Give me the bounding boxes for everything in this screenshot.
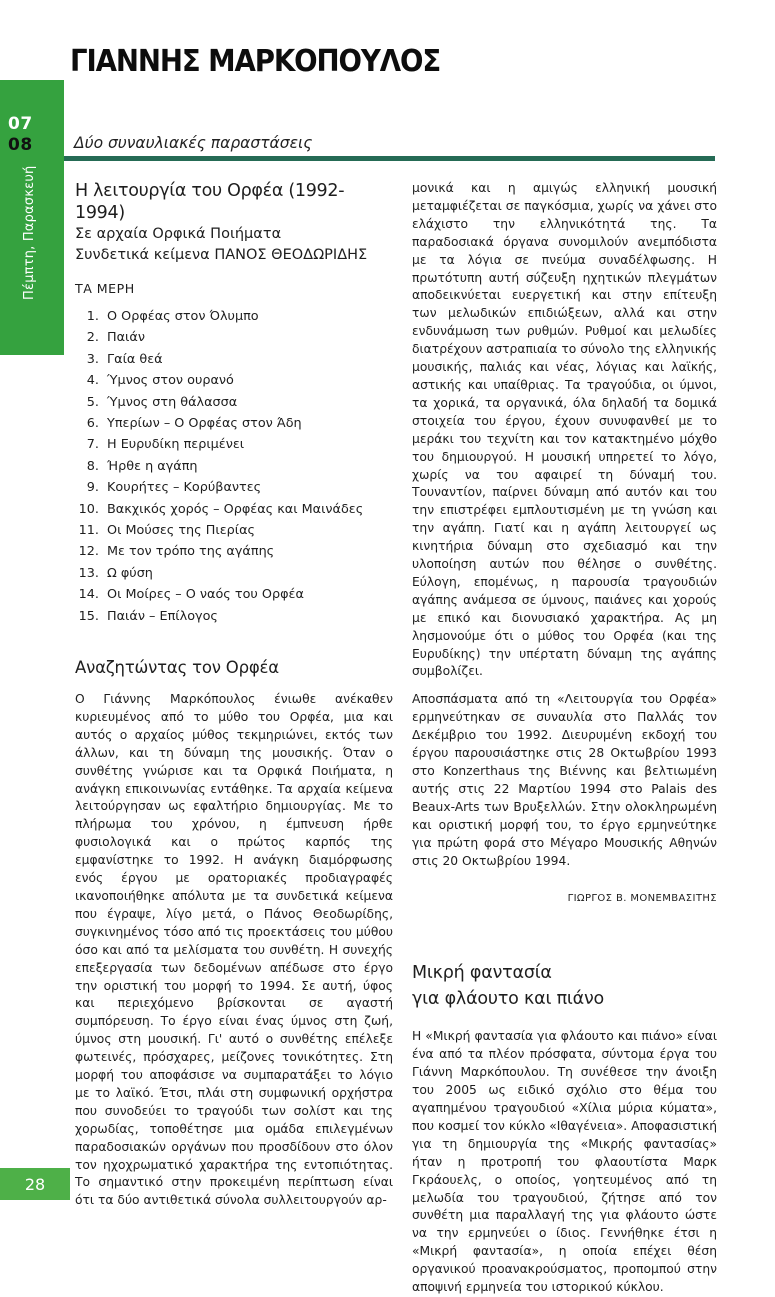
section-subtitle: Δύο συναυλιακές παραστάσεις xyxy=(74,134,313,152)
work-subtitle: Σε αρχαία Ορφικά Ποιήματα xyxy=(75,226,282,242)
part-number: 9. xyxy=(86,480,99,496)
parts-list xyxy=(75,306,393,627)
essay-paragraph-2: μονικά και η αμιγώς ελληνική μουσική μεταμφιέζεται σε παγκόσμια, χωρίς να χάνει στο ελάχιστο την ελληνικότητά της. Τα παραδοσιακά όργανα συνομιλούν ανεμπόδιστα με τα λόγια σε πνεύμα συναδέλφωσης. Η πρωτότυπη αυτή σύζευξη ηχητικών πλεγμάτων αποδεικνύεται ευεργετική και στην επίτευξη των μελωδικών επιδιώξεων, αλλά και στην ενδυνάμωση των ρυθμών. Ρυθμοί και μελωδίες διατρέχουν αστραπιαία το σύνολο της ελληνικής μουσικής, παλιάς και νέας, λόγιας και λαϊκής, αστικής και υπαίθριας. Τα τραγούδια, οι ύμνοι, τα χορικά, τα οργανικά, όλα δηλαδή τα δομικά στοιχεία του έργου, έχουν συνυφανθεί με το μεράκι του τεχνίτη και τον κατακτημένο μόχθο του δημιουργού. Η μουσική υπηρετεί το λόγο, χωρίς να του αφαιρεί τη δύναμή του. Τουναντίον, παίρνει δύναμη από αυτόν και του την επιστρέφει εμπλουτισμένη με τη γνώση και την αγάπη. Γιατί και η αγάπη λειτουργεί ως κινητήρια δύναμη στο σχεδιασμό και την υλοποίηση αυτών που θέλησε ο συνθέτης. Εύλογη, επομένως, η παρουσία τραγουδιών αγάπης ανάμεσα σε ύμνους, παιάνες και χορούς με επικό και διονυσιακό χαρακτήρα. Ας μη λησμονούμε ότι ο μύθος του Ορφέα (και της Ευρυδίκης) την υπέρτατη δύναμη της αγάπης συμβολίζει. xyxy=(412,181,717,679)
second-work-title-line-2: για φλάουτο και πιάνο xyxy=(412,989,605,1010)
part-label: Οι Μούσες της Πιερίας xyxy=(107,522,256,538)
work-title: Η λειτουργία του Ορφέα (1992-1994) xyxy=(75,181,345,223)
header-rule xyxy=(64,156,715,161)
page-number: 28 xyxy=(0,1168,70,1200)
part-number: 2. xyxy=(86,330,99,346)
part-label: Η Ευρυδίκη περιμένει xyxy=(107,437,245,453)
list-item xyxy=(75,349,393,370)
list-item xyxy=(75,606,393,627)
part-label: Υπερίων – Ο Ορφέας στον Άδη xyxy=(107,415,302,431)
part-label: Γαία θεά xyxy=(107,351,163,367)
day-number-bottom: 08 xyxy=(8,135,33,155)
list-item xyxy=(75,541,393,562)
part-label: Με τον τρόπο της αγάπης xyxy=(107,544,275,560)
part-number: 5. xyxy=(86,394,99,410)
part-number: 3. xyxy=(86,351,99,367)
part-number: 7. xyxy=(86,437,99,453)
part-number: 10. xyxy=(78,501,99,517)
list-item xyxy=(75,456,393,477)
part-number: 13. xyxy=(78,565,99,581)
second-work-title-line-1: Μικρή φαντασία xyxy=(412,963,552,984)
part-label: Βακχικός χορός – Ορφέας και Μαινάδες xyxy=(107,501,364,517)
list-item xyxy=(75,413,393,434)
list-item xyxy=(75,306,393,327)
list-item xyxy=(75,392,393,413)
list-item xyxy=(75,563,393,584)
author-signature: ΓΙΩΡΓΟΣ Β. ΜΟΝΕΜΒΑΣΙΤΗΣ xyxy=(567,893,717,905)
part-label: Οι Μοίρες – Ο ναός του Ορφέα xyxy=(107,587,304,603)
part-label: Ύμνος στον ουρανό xyxy=(107,373,234,389)
part-label: Παιάν – Επίλογος xyxy=(107,608,218,624)
list-item xyxy=(75,370,393,391)
part-number: 12. xyxy=(78,544,99,560)
essay-paragraph-1: Ο Γιάννης Μαρκόπουλος ένιωθε ανέκαθεν κυριευμένος από το μύθο του Ορφέα, μια και αυτός ο αρχαίος μύθος τεκμηριώνει, εκτός των άλλων, και τη δύναμη της μουσικής. Όταν ο συνθέτης γνώρισε και τα Ορφικά Ποιήματα, η ανάγκη επικοινωνίας εντάθηκε. Τα αρχαία κείμενα λειτούργησαν ως εφαλτήριο δημιουργίας. Με το πλήρωμα του χρόνου, η έμπνευση ήρθε φυσιολογικά και ο πρώτος καρπός της εμφανίστηκε το 1992. Η ανάγκη διαμόρφωσης ενός έργου με ορατοριακές προδιαγραφές ικανοποιήθηκε απόλυτα με τα συνδετικά κείμενα που έγραψε, λίγο μετά, ο Πάνος Θεοδωρίδης, συγκινημένος τόσο από τις προεκτάσεις του μύθου όσο και από τα μελίσματα του συνθέτη. Η συνεχής επεξεργασία των δεδομένων απέδωσε στο έργο την οριστική του μορφή το 1994. Σε αυτή, ύφος και περιεχόμενο βρίσκονται σε αγαστή συμπόρευση. Το έργο είναι ένας ύμνος στη ζωή, ύμνος στη μουσική. Γι' αυτό ο συνθέτης επέλεξε φωτεινές, πρόσχαρες, μείζονες τονικότητες. Στη μορφή του αποφάσισε να συμπαρατάξει το λόγιο με το λαϊκό. Έτσι, πλάι στη συμφωνική ορχήστρα που συνοδεύει το τραγούδι των σολίστ και της χορωδίας, τοποθέτησε μια ομάδα επιλεγμένων παραδοσιακών οργάνων που προσδίδουν στο όλον τον ηχοχρωματικό χαρακτήρα της εντοπιότητας. Το σημαντικό στην προκειμένη περίπτωση είναι ότι τα δύο αντιθετικά σύνολα συλλειτουργούν αρ- xyxy=(75,692,393,1208)
part-number: 8. xyxy=(86,458,99,474)
list-item xyxy=(75,327,393,348)
list-item xyxy=(75,477,393,498)
right-column xyxy=(412,180,717,1297)
day-number-top: 07 xyxy=(8,114,33,134)
part-number: 15. xyxy=(78,608,99,624)
list-item xyxy=(75,499,393,520)
part-number: 14. xyxy=(78,587,99,603)
essay-paragraph-3: Αποσπάσματα από τη «Λειτουργία του Ορφέα» ερμηνεύτηκαν σε συναυλία στο Παλλάς τον Δεκέμβριο του 1992. Διευρυμένη εκδοχή του έργου παρουσιάστηκε στις 28 Οκτωβρίου 1993 στο Konzerthaus της Βιέννης και βελτιωμένη αυτής στις 22 Μαρτίου 1994 στο Palais des Beaux-Arts των Βρυξελλών. Στην ολοκληρωμένη και οριστική μορφή του, το έργο ερμηνεύτηκε για πρώτη φορά στο Μέγαρο Μουσικής Αθηνών στις 20 Οκτωβρίου 1994. xyxy=(412,692,717,868)
part-label: Ο Ορφέας στον Όλυμπο xyxy=(107,308,259,324)
part-label: Κουρήτες – Κορύβαντες xyxy=(107,480,262,496)
page-title: ΓΙΑΝΝΗΣ ΜΑΡΚΟΠΟΥΛΟΣ xyxy=(70,44,441,79)
left-column xyxy=(75,180,393,1210)
work-credits: Συνδετικά κείμενα ΠΑΝΟΣ ΘΕΟΔΩΡΙΔΗΣ xyxy=(75,247,368,263)
part-label: Ύμνος στη θάλασσα xyxy=(107,394,238,410)
day-label-vertical: Πέμπτη, Παρασκευή xyxy=(22,165,37,300)
list-item xyxy=(75,520,393,541)
part-label: Ω φύση xyxy=(107,565,153,581)
part-label: Παιάν xyxy=(107,330,145,346)
part-number: 1. xyxy=(86,308,99,324)
list-item xyxy=(75,434,393,455)
part-number: 6. xyxy=(86,415,99,431)
essay-heading: Αναζητώντας τον Ορφέα xyxy=(75,658,279,677)
part-label: Ήρθε η αγάπη xyxy=(107,458,198,474)
part-number: 11. xyxy=(78,522,99,538)
list-item xyxy=(75,584,393,605)
parts-heading: ΤΑ ΜΕΡΗ xyxy=(75,281,135,296)
part-number: 4. xyxy=(86,373,99,389)
second-work-title xyxy=(412,960,717,1012)
second-work-text: Η «Μικρή φαντασία για φλάουτο και πιάνο» είναι ένα από τα πλέον πρόσφατα, σύντομα έργα του Γιάννη Μαρκόπουλου. Τη συνέθεσε την άνοιξη του 2005 ως ειδικό σχόλιο στο θέμα του αγαπημένου τραγουδιού «Χίλια μύρια κύματα», που κοσμεί τον κύκλο «Ιθαγένεια». Αποφασιστική για τη δημιουργία της «Μικρής φαντασίας» ήταν η προτροπή του φλαουτίστα Μαρκ Γκράουελς, ο οποίος, γοητευμένος από τη μελωδία του τραγουδιού, ζήτησε από τον συνθέτη μια παραλλαγή της για φλάουτο ώστε να την ερμηνεύει ο ίδιος. Γεννήθηκε έτσι η «Μικρή φαντασία», η οποία επέχει θέση οργανικού προανακρούσματος, προπομπού στην αποψινή ερμηνεία του ιστορικού κύκλου. xyxy=(412,1029,717,1295)
